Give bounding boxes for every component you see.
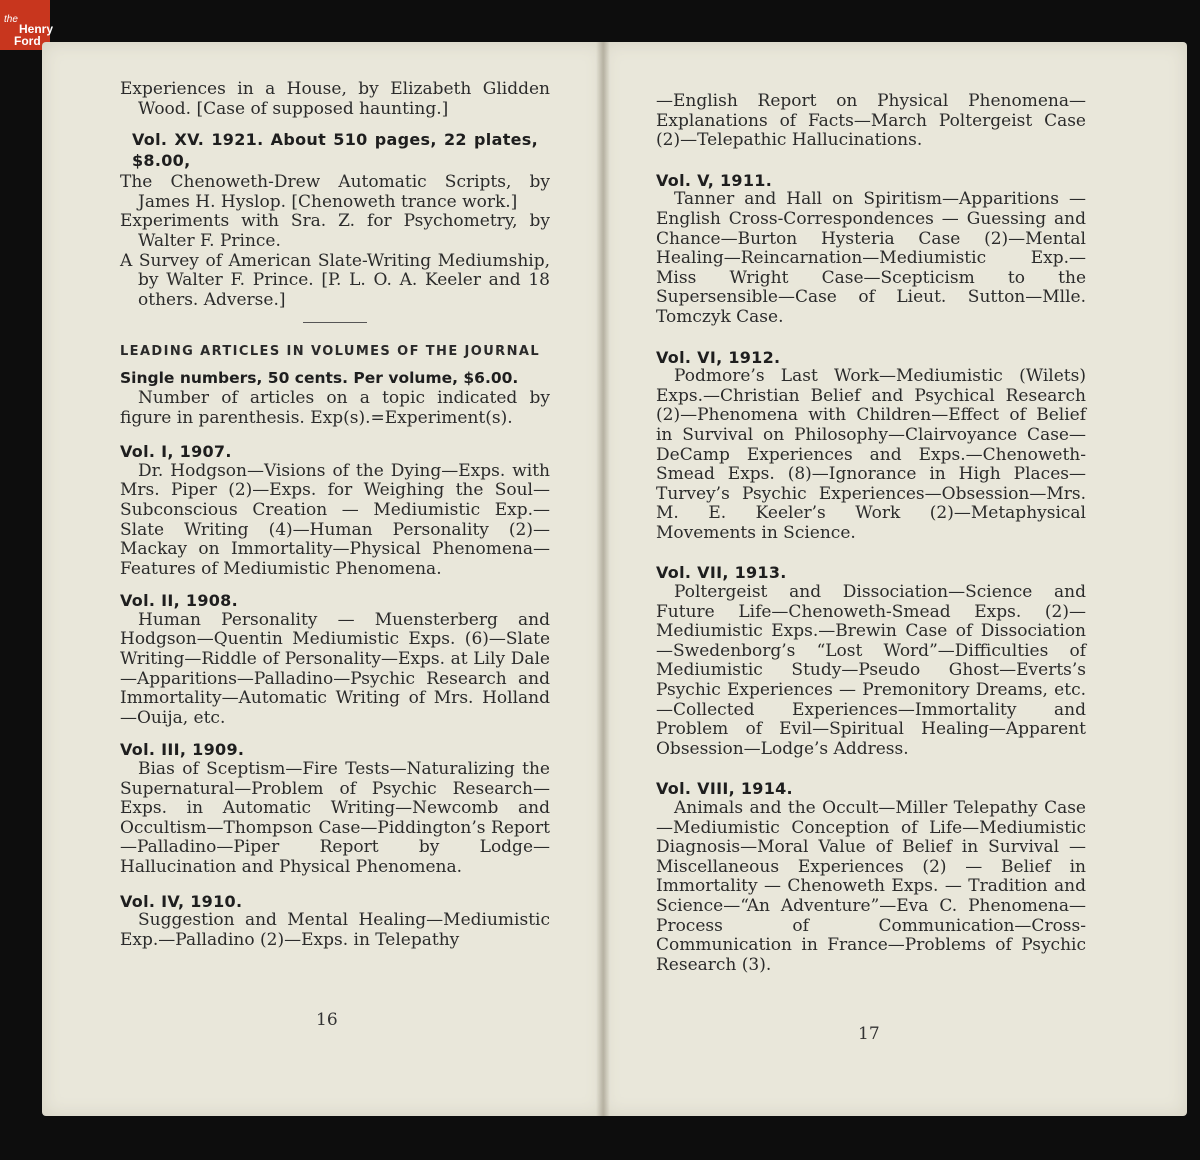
vol-15-heading: Vol. XV. 1921. About 510 pages, 22 plates, $8.00, xyxy=(132,130,538,171)
vol-8-articles: Animals and the Occult—Miller Telepathy Case—Mediumistic Conception of Life—Mediumistic Diagnosis—Moral Value of Belief in Survival — Miscellaneous Experiences (2) — Belief in Immortality — Chenoweth Exps. — Tradition and Science—“An Adventure”—Eva C. Phenomena—Process of Communication—Cross-Communication in France—Problems of Psychic Research (3). xyxy=(656,798,1086,975)
intro-entry: Experiences in a House, by Elizabeth Glidden Wood. [Case of supposed haunting.] xyxy=(120,79,550,119)
page-number-right: 17 xyxy=(858,1024,880,1044)
right-page-text xyxy=(656,92,1086,975)
logo-line-the: the xyxy=(4,14,18,25)
vol-6-articles: Podmore’s Last Work—Mediumistic (Wilets) Exps.—Christian Belief and Psychical Research (2)—Phenomena with Children—Effect of Belief in Survival on Philosophy—Clairvoyance Case—DeCamp Experiences and Exps.—Chenoweth-Smead Exps. (8)—Ignorance in High Places—Turvey’s Psychic Experiences—Obsession—Mrs. M. E. Keeler’s Work (2)—Metaphysical Movements in Science. xyxy=(656,366,1086,543)
vol-3-articles: Bias of Sceptism—Fire Tests—Naturalizing the Supernatural—Problem of Psychic Research—Exps. in Automatic Writing—Newcomb and Occultism—Thompson Case—Piddington’s Report—Palladino—Piper Report by Lodge—Hallucination and Physical Phenomena. xyxy=(120,759,550,877)
page-number-left: 16 xyxy=(316,1010,338,1030)
section-title: LEADING ARTICLES IN VOLUMES OF THE JOURNAL xyxy=(120,344,541,360)
vol-4-heading: Vol. IV, 1910. xyxy=(120,891,243,911)
vol-6-heading: Vol. VI, 1912. xyxy=(656,347,781,367)
abbreviation-note: Number of articles on a topic indicated by figure in parenthesis. Exp(s).=Experiment(s). xyxy=(120,387,550,428)
single-numbers-price: Single numbers, 50 cents. Per volume, $6.00. xyxy=(120,369,519,388)
vol-1-articles: Dr. Hodgson—Visions of the Dying—Exps. with Mrs. Piper (2)—Exps. for Weighing the Soul—Subconscious Creation — Mediumistic Exp.—Slate Writing (4)—Human Personality (2)—Mackay on Immortality—Physical Phenomena—Features of Mediumistic Phenomena. xyxy=(120,460,550,579)
book-gutter xyxy=(596,42,610,1116)
vol-8-heading: Vol. VIII, 1914. xyxy=(656,779,793,799)
vol-4-articles: Suggestion and Mental Healing—Mediumistic Exp.—Palladino (2)—Exps. in Telepathy xyxy=(120,910,550,950)
vol-3-heading: Vol. III, 1909. xyxy=(120,740,245,760)
vol-1-heading: Vol. I, 1907. xyxy=(120,442,232,462)
vol-5-heading: Vol. V, 1911. xyxy=(656,170,773,190)
left-page-text xyxy=(120,80,550,950)
vol-15-item: The Chenoweth-Drew Automatic Scripts, by James H. Hyslop. [Chenoweth trance work.] xyxy=(120,172,550,212)
vol-2-heading: Vol. II, 1908. xyxy=(120,591,238,611)
vol-5-articles: Tanner and Hall on Spiritism—Apparitions — English Cross-Correspondences — Guessing and Chance—Burton Hysteria Case (2)—Mental Healing—Reincarnation—Mediumistic Exp.—Miss Wright Case—Scepticism to the Supersensible—Case of Lieut. Sutton—Mlle. Tomczyk Case. xyxy=(656,189,1086,327)
vol-7-heading: Vol. VII, 1913. xyxy=(656,563,787,583)
vol-7-articles: Poltergeist and Dissociation—Science and Future Life—Chenoweth-Smead Exps. (2)—Mediumistic Exps.—Brewin Case of Dissociation—Swedenborg’s “Lost Word”—Difficulties of Mediumistic Study—Pseudo Ghost—Everts’s Psychic Experiences — Premonitory Dreams, etc.—Collected Experiences—Immortality and Problem of Evil—Spiritual Healing—Apparent Obsession—Lodge’s Address. xyxy=(656,582,1086,759)
vol-15-item: A Survey of American Slate-Writing Mediumship, by Walter F. Prince. [P. L. O. A. Keeler and 18 others. Adverse.] xyxy=(120,250,550,310)
logo-line-ford: Ford xyxy=(14,34,41,48)
section-divider xyxy=(303,322,367,323)
logo-line-henry: Henry xyxy=(19,22,54,36)
vol-2-articles: Human Personality — Muensterberg and Hodgson—Quentin Mediumistic Exps. (6)—Slate Writing—Riddle of Personality—Exps. at Lily Dale—Apparitions—Palladino—Psychic Research and Immortality—Automatic Writing of Mrs. Holland—Ouija, etc. xyxy=(120,609,550,728)
vol-4-continuation: —English Report on Physical Phenomena—Explanations of Facts—March Poltergeist Case (2)—Telepathic Hallucinations. xyxy=(656,91,1086,151)
vol-15-item: Experiments with Sra. Z. for Psychometry, by Walter F. Prince. xyxy=(120,211,550,251)
